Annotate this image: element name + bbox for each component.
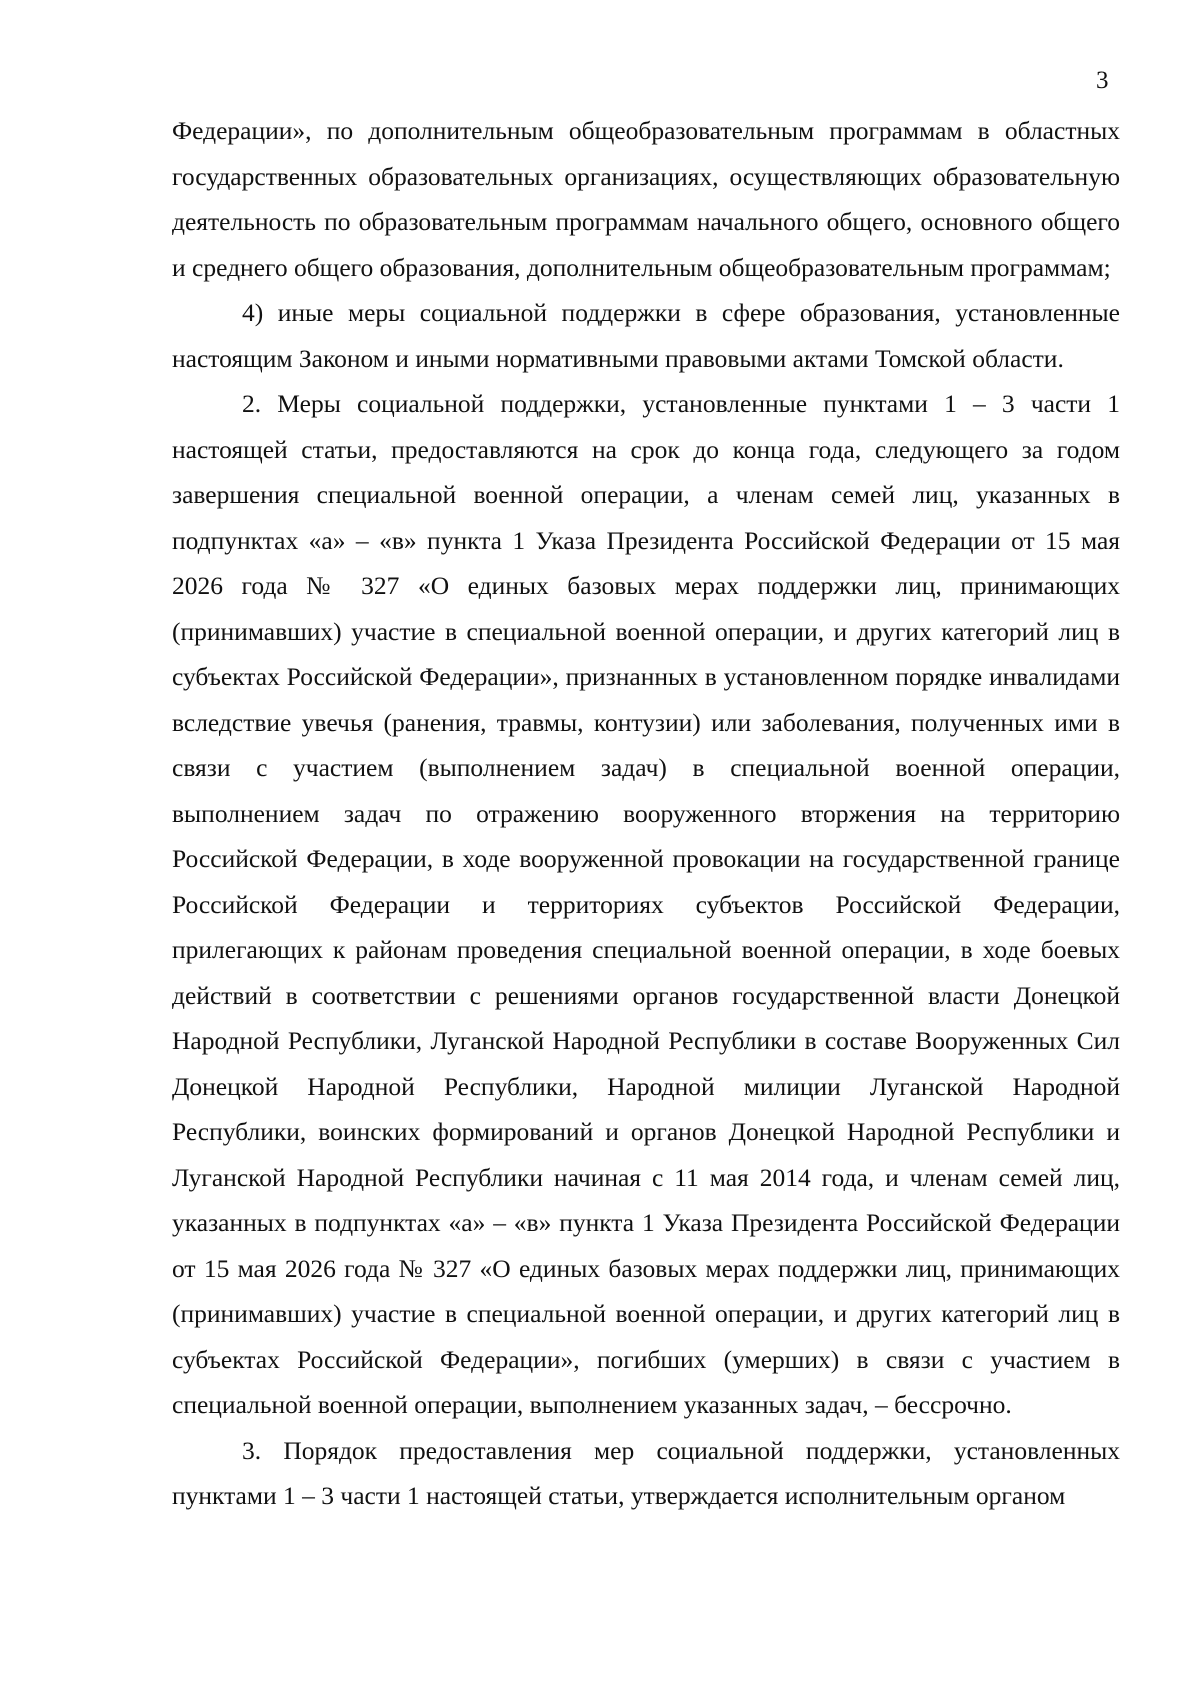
page-number: 3 [1096, 67, 1109, 94]
document-body [172, 108, 1120, 1519]
paragraph-section-3: 3. Порядок предоставления мер социальной поддержки, установленных пунктами 1 – 3 части 1 настоящей статьи, утверждается исполнительным органом [172, 1435, 1120, 1510]
paragraph-item-4: 4) иные меры социальной поддержки в сфере образования, установленные настоящим Законом и иными нормативными правовыми актами Томской области. [172, 298, 1120, 373]
paragraph-continuation: Федерации», по дополнительным общеобразовательным программам в областных государственных образовательных организациях, осуществляющих образовательную деятельность по образовательным программам начального общего, основного общего и среднего общего образования, дополнительным общеобразовательным программам; [172, 116, 1120, 282]
paragraph-section-2: 2. Меры социальной поддержки, установленные пунктами 1 – 3 части 1 настоящей статьи, предоставляются на срок до конца года, следующего за годом завершения специальной военной операции, а членам семей лиц, указанных в подпунктах «а» – «в» пункта 1 Указа Президента Российской Федерации от 15 мая 2026 года № 327 «О единых базовых мерах поддержки лиц, принимающих (принимавших) участие в специальной военной операции, и других категорий лиц в субъектах Российской Федерации», признанных в установленном порядке инвалидами вследствие увечья (ранения, травмы, контузии) или заболевания, полученных ими в связи с участием (выполнением задач) в специальной военной операции, выполнением задач по отражению вооруженного вторжения на территорию Российской Федерации, в ходе вооруженной провокации на государственной границе Российской Федерации и территориях субъектов Российской Федерации, прилегающих к районам проведения специальной военной операции, в ходе боевых действий в соответствии с решениями органов государственной власти Донецкой Народной Республики, Луганской Народной Республики в составе Вооруженных Сил Донецкой Народной Республики, Народной милиции Луганской Народной Республики, воинских формирований и органов Донецкой Народной Республики и Луганской Народной Республики начиная с 11 мая 2014 года, и членам семей лиц, указанных в подпунктах «а» – «в» пункта 1 Указа Президента Российской Федерации от 15 мая 2026 года № 327 «О единых базовых мерах поддержки лиц, принимающих (принимавших) участие в специальной военной операции, и других категорий лиц в субъектах Российской Федерации», погибших (умерших) в связи с участием в специальной военной операции, выполнением указанных задач, – бессрочно. [172, 389, 1120, 1419]
